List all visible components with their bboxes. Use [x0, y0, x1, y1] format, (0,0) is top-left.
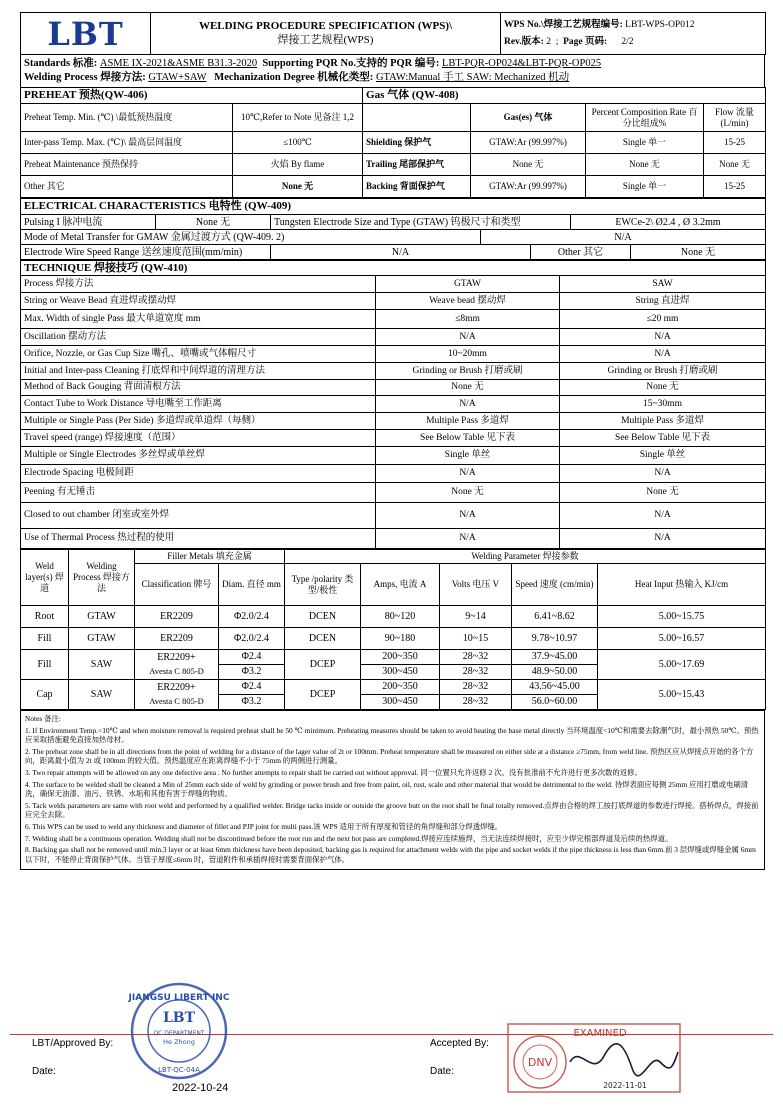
dnv-date-text: 2022-11-01	[603, 1081, 647, 1090]
trailing-comp: None 无	[586, 154, 704, 176]
technique-row	[21, 329, 766, 346]
param-classification: ER2209+ Avesta C 805-D	[135, 650, 219, 680]
technique-gtaw-value: N/A	[376, 529, 560, 549]
note-item: 3. Two repair attempts will be allowed on any one defective area . No further attempts to repair shall be carried out without approval. 同一位置只允许返修 2 次。没有批准前不允许进行更多次数的返修。	[25, 767, 642, 777]
technique-gtaw-value: Single 单丝	[376, 447, 560, 465]
notes-table	[20, 710, 765, 870]
param-classification: ER2209	[135, 606, 219, 628]
technique-title: TECHNIQUE 焊接技巧 (QW-410)	[21, 261, 766, 276]
mech-label: Mechanization Degree 机械化类型:	[214, 72, 374, 83]
wire-speed-label: Electrode Wire Speed Range 送丝速度范围(mm/min)	[21, 245, 271, 260]
document-title: WELDING PROCEDURE SPECIFICATION (WPS)\	[198, 20, 453, 32]
approved-label: LBT/Approved By:	[32, 1038, 114, 1049]
param-diam: Φ2.0/2.4	[219, 606, 285, 628]
preheat-maint-value: 火焰 By flame	[233, 154, 363, 176]
shielding-comp: Single 单一	[586, 132, 704, 154]
standards-label: Standards 标准:	[24, 58, 98, 69]
backing-flow: 15-25	[704, 176, 766, 198]
h-layer: Weld layer(s) 焊道	[21, 550, 69, 606]
technique-row	[21, 346, 766, 363]
mech-value: GTAW:Manual 手工 SAW: Mechanized 机动	[375, 72, 570, 83]
dnv-logo-text: DNV	[527, 1056, 553, 1069]
gas-head-comp: Percent Composition Rate 百分比组成%	[586, 104, 704, 132]
dnv-examined-text: EXAMINED	[573, 1028, 627, 1039]
h-classification: Classification 牌号	[135, 564, 219, 606]
h-process: Welding Process 焊接方法	[69, 550, 135, 606]
param-layer: Fill	[21, 650, 69, 680]
backing-label: Backing 背面保护气	[366, 181, 445, 191]
pqr-label: Supporting PQR No.支持的 PQR 编号:	[262, 58, 440, 69]
technique-row	[21, 363, 766, 380]
technique-label: Closed to out chamber 闭室或室外焊	[21, 503, 376, 529]
technique-label: Initial and Inter-pass Cleaning 打底焊和中间焊道的清理方法	[21, 363, 376, 380]
technique-gtaw-value: N/A	[376, 465, 560, 483]
technique-label: String or Weave Bead 直进焊或摆动焊	[21, 293, 376, 310]
technique-label: Multiple or Single Pass (Per Side) 多道焊或单道焊（每侧）	[21, 413, 376, 430]
param-volts: 9~14	[440, 606, 512, 628]
technique-gtaw-value: See Below Table 见下表	[376, 430, 560, 447]
param-speed: 6.41~8.62	[512, 606, 598, 628]
technique-label: Peening 有无锤击	[21, 483, 376, 503]
accepted-label: Accepted By:	[430, 1038, 489, 1049]
param-type: DCEP	[285, 680, 361, 710]
technique-label: Contact Tube to Work Distance 导电嘴至工作距离	[21, 396, 376, 413]
rev-label: Rev.版本:	[504, 36, 544, 47]
technique-row	[21, 483, 766, 503]
parameter-row	[21, 650, 766, 680]
technique-gtaw-value: Grinding or Brush 打磨或刷	[376, 363, 560, 380]
param-diam: Φ2.4 Φ3.2	[219, 650, 285, 680]
param-type: DCEN	[285, 628, 361, 650]
shielding-flow: 15-25	[704, 132, 766, 154]
technique-row	[21, 293, 766, 310]
technique-row	[21, 503, 766, 529]
preheat-other-value: None 无	[233, 176, 363, 198]
technique-gtaw-value: None 无	[376, 380, 560, 396]
electrical-title: ELECTRICAL CHARACTERISTICS 电特性 (QW-409)	[21, 199, 766, 215]
param-layer: Fill	[21, 628, 69, 650]
technique-saw-value: N/A	[560, 329, 766, 346]
technique-saw-value: ≤20 mm	[560, 310, 766, 329]
technique-saw-value: Grinding or Brush 打磨或刷	[560, 363, 766, 380]
technique-row	[21, 276, 766, 293]
technique-label: Electrode Spacing 电极间距	[21, 465, 376, 483]
dnv-examined-stamp	[500, 1022, 686, 1096]
technique-row	[21, 413, 766, 430]
h-amps: Amps, 电流 A	[361, 564, 440, 606]
note-item: 8. Backing gas shall not be removed until min.3 layer or at least 6mm thickness have been deposited, backing gas is required for attachment welds with the pipe and socket welds if the pipe thickness is less than 6mm.前 3 层焊缝或焊缝金属 6mm 以下时，不能停止背面保护气体。当管子厚度≤6mm 时，管道附件和承插焊接时需要背面保护气体。	[25, 845, 756, 864]
preheat-title: PREHEAT 预热(QW-406)	[21, 88, 363, 104]
param-diam: Φ2.0/2.4	[219, 628, 285, 650]
backing-comp: Single 单一	[586, 176, 704, 198]
param-volts: 10~15	[440, 628, 512, 650]
wps-document	[20, 12, 765, 870]
technique-gtaw-value: GTAW	[376, 276, 560, 293]
param-layer: Cap	[21, 680, 69, 710]
h-volts: Volts 电压 V	[440, 564, 512, 606]
technique-row	[21, 430, 766, 447]
welding-parameter-table	[20, 549, 766, 710]
technique-saw-value: N/A	[560, 529, 766, 549]
technique-saw-value: None 无	[560, 483, 766, 503]
h-type: Type /polarity 类型/极性	[285, 564, 361, 606]
note-item: 1. If Environment Temp.<10℃ and when moisture removal is required preheat shall be 50 ℃ minimum. Preheating measures should be taken to avoid heating the base metal directly 当环境温度<10℃和需要去除潮气时，最小预热 50℃。预热应采取措施避免直接加热母材。	[25, 725, 759, 745]
technique-row	[21, 465, 766, 483]
technique-label: Method of Back Gouging 背面清根方法	[21, 380, 376, 396]
stamp-logo-text: LBT	[162, 1010, 196, 1026]
param-amps: 200~350 300~450	[361, 680, 440, 710]
param-heat-input: 5.00~15.75	[598, 606, 766, 628]
technique-label: Orifice, Nozzle, or Gas Cup Size 嘴孔、喷嘴或气体帽尺寸	[21, 346, 376, 363]
technique-gtaw-value: ≤8mm	[376, 310, 560, 329]
technique-row	[21, 380, 766, 396]
technique-label: Oscillation 摆动方法	[21, 329, 376, 346]
technique-label: Travel speed (range) 焊接速度（范围）	[21, 430, 376, 447]
technique-saw-value: None 无	[560, 380, 766, 396]
param-type: DCEN	[285, 606, 361, 628]
param-heat-input: 5.00~17.69	[598, 650, 766, 680]
transfer-label: Mode of Metal Transfer for GMAW 金属过渡方式 (QW-409. 2)	[21, 230, 481, 245]
interpass-value: ≤100℃	[233, 132, 363, 154]
wps-no-label: WPS No.\焊接工艺规程编号:	[504, 19, 623, 30]
signature-footer	[20, 993, 765, 1100]
page-value: 2/2	[621, 36, 634, 47]
note-item: 6. This WPS can be used to weld any thickness and diameter of fillet and PJP joint for multi pass.该 WPS 适用于所有厚度和管径的角焊缝和部分焊透焊缝。	[25, 821, 503, 831]
technique-saw-value: N/A	[560, 346, 766, 363]
param-process: SAW	[69, 680, 135, 710]
h-filler: Filler Metals 填充金属	[135, 550, 285, 564]
approved-date: 2022-10-24	[172, 1082, 229, 1094]
parameter-row	[21, 628, 766, 650]
h-speed: Speed 速度 (cm/min)	[512, 564, 598, 606]
tungsten-value: EWCe-2\ Ø2.4 , Ø 3.2mm	[571, 215, 766, 230]
technique-gtaw-value: N/A	[376, 329, 560, 346]
technique-saw-value: Multiple Pass 多道焊	[560, 413, 766, 430]
electrical-other-label: Other 其它	[531, 245, 631, 260]
param-amps: 80~120	[361, 606, 440, 628]
technique-saw-value: String 直进焊	[560, 293, 766, 310]
param-layer: Root	[21, 606, 69, 628]
technique-label: Multiple or Single Electrodes 多丝焊或单丝焊	[21, 447, 376, 465]
technique-table	[20, 260, 766, 549]
stamp-dept-text: QC DEPARTMENT	[153, 1030, 205, 1037]
param-process: GTAW	[69, 606, 135, 628]
technique-row	[21, 529, 766, 549]
param-speed: 37.9~45.00 48.9~50.00	[512, 650, 598, 680]
param-heat-input: 5.00~16.57	[598, 628, 766, 650]
param-process: SAW	[69, 650, 135, 680]
param-volts: 28~32 28~32	[440, 650, 512, 680]
parameter-row	[21, 606, 766, 628]
technique-saw-value: N/A	[560, 503, 766, 529]
note-item: 4. The surface to be welded shall be cleaned a Min of 25mm each side of weld by grinding or power brush and free from paint, oil, rust, scale and other material that would be detrimental to the weld. 待焊表面应每侧 25mm 应用打磨或电刷清洗，确保无油漆、油污、铁锈、水垢和其他有害于焊缝的物质。	[25, 779, 749, 799]
trailing-flow: None 无	[704, 154, 766, 176]
param-process: GTAW	[69, 628, 135, 650]
gas-title: Gas 气体 (QW-408)	[363, 88, 766, 104]
pulsing-label: Pulsing I 脉冲电流	[21, 215, 156, 230]
technique-saw-value: 15~30mm	[560, 396, 766, 413]
trailing-gas: None 无	[471, 154, 586, 176]
technique-saw-value: Single 单丝	[560, 447, 766, 465]
transfer-value: N/A	[481, 230, 766, 245]
rev-value: 2	[546, 36, 551, 47]
param-speed: 43.56~45.00 56.0~60.00	[512, 680, 598, 710]
shielding-gas: GTAW:Ar (99.997%)	[471, 132, 586, 154]
electrical-table	[20, 198, 766, 260]
wps-no: LBT-WPS-OP012	[625, 19, 695, 30]
preheat-maint-label: Preheat Maintenance 预热保持	[21, 154, 233, 176]
param-type: DCEP	[285, 650, 361, 680]
technique-saw-value: SAW	[560, 276, 766, 293]
technique-gtaw-value: N/A	[376, 396, 560, 413]
param-heat-input: 5.00~15.43	[598, 680, 766, 710]
technique-row	[21, 396, 766, 413]
param-diam: Φ2.4 Φ3.2	[219, 680, 285, 710]
stamp-code-text: LBT-QC-04A	[158, 1066, 200, 1074]
gas-head-gas: Gas(es) 气体	[471, 104, 586, 132]
h-diam: Diam. 直径 mm	[219, 564, 285, 606]
h-welding-parameter: Welding Parameter 焊接参数	[285, 550, 766, 564]
param-classification: ER2209+ Avesta C 805-D	[135, 680, 219, 710]
param-amps: 90~180	[361, 628, 440, 650]
technique-row	[21, 310, 766, 329]
trailing-label: Trailing 尾部保护气	[366, 159, 445, 169]
param-classification: ER2209	[135, 628, 219, 650]
notes-title: Notes 备注:	[25, 714, 61, 723]
tungsten-label: Tungsten Electrode Size and Type (GTAW) 钨极尺寸和类型	[271, 215, 571, 230]
document-header: LBT WELDING PROCEDURE SPECIFICATION (WPS)\ 焊接工艺规程(WPS) WPS No.\焊接工艺规程编号: LBT-WPS-OP012 Rev.版本: 2 ; Page 页码: 2/2	[20, 12, 766, 55]
technique-saw-value: N/A	[560, 465, 766, 483]
accepted-date-label: Date:	[430, 1066, 454, 1077]
shielding-label: Shielding 保护气	[366, 137, 432, 147]
h-heat: Heat Input 热输入 KJ/cm	[598, 564, 766, 606]
signature-icon	[570, 1044, 678, 1076]
lbt-logo: LBT	[47, 14, 124, 53]
standards-value: ASME IX-2021&ASME B31.3-2020	[99, 58, 258, 69]
pqr-value: LBT-PQR-OP024&LBT-PQR-OP025	[442, 58, 602, 69]
interpass-label: Inter-pass Temp. Max. (℃)\ 最高层间温度	[21, 132, 233, 154]
technique-gtaw-value: 10~20mm	[376, 346, 560, 363]
technique-label: Max. Width of single Pass 最大单道宽度 mm	[21, 310, 376, 329]
technique-row	[21, 447, 766, 465]
page-label: Page 页码:	[563, 36, 608, 47]
preheat-other-label: Other 其它	[21, 176, 233, 198]
param-amps: 200~350 300~450	[361, 650, 440, 680]
pulsing-value: None 无	[156, 215, 271, 230]
parameter-row	[21, 680, 766, 710]
technique-gtaw-value: Multiple Pass 多道焊	[376, 413, 560, 430]
process-label: Welding Process 焊接方法:	[24, 72, 146, 83]
param-volts: 28~32 28~32	[440, 680, 512, 710]
technique-gtaw-value: Weave bead 摆动焊	[376, 293, 560, 310]
technique-gtaw-value: None 无	[376, 483, 560, 503]
process-value: GTAW+SAW	[148, 72, 207, 83]
document-title-cn: 焊接工艺规程(WPS)	[277, 34, 374, 46]
technique-saw-value: See Below Table 见下表	[560, 430, 766, 447]
note-item: 7. Welding shall be a continuous operation. Welding shall not be discontinued before the root run and the next hot pass are completed.焊接应连续施焊，当无法连续焊接时，应至少焊完根部焊道及后续的热焊道。	[25, 833, 673, 843]
approved-date-label: Date:	[32, 1066, 56, 1077]
stamp-name-text: He Zhong	[163, 1038, 195, 1046]
gas-head-flow: Flow 流量 (L/min)	[704, 104, 766, 132]
stamp-company-text: JIANGSU LIBERT INC	[128, 993, 230, 1003]
backing-gas: GTAW:Ar (99.997%)	[471, 176, 586, 198]
note-item: 5. Tack welds parameters are same with root weld and performed by a qualified welder. Bridge tacks inside or outside the groove butt on the root shall be final totally removed.点焊由合格的焊工按打底焊道的参数进行焊接。搭桥焊点，焊接前应完全去除。	[25, 800, 759, 820]
standards-block	[20, 55, 765, 87]
electrical-other-value: None 无	[631, 245, 766, 260]
preheat-min-value: 10℃,Refer to Note 见备注 1,2	[233, 104, 363, 132]
lbt-qc-stamp	[120, 980, 238, 1082]
preheat-gas-table	[20, 87, 766, 198]
note-item: 2. The preheat zone shall be in all directions from the point of welding for a distance of the lager value of 2t or 100mm. Preheat temperature shall be measured on either side at a distance ≥75mm, from weld line. 预热区应从焊接点开始的各个方向，距离最小值为 2t 或 100mm 的较大值。预热温度应在距离焊缝不小于 75mm 的两侧进行测量。	[25, 746, 754, 766]
technique-label: Process 焊接方法	[21, 276, 376, 293]
technique-label: Use of Thermal Process 热过程的使用	[21, 529, 376, 549]
param-speed: 9.78~10.97	[512, 628, 598, 650]
preheat-min-label: Preheat Temp. Min. (℃) \最低预热温度	[21, 104, 233, 132]
technique-gtaw-value: N/A	[376, 503, 560, 529]
wire-speed-value: N/A	[271, 245, 531, 260]
